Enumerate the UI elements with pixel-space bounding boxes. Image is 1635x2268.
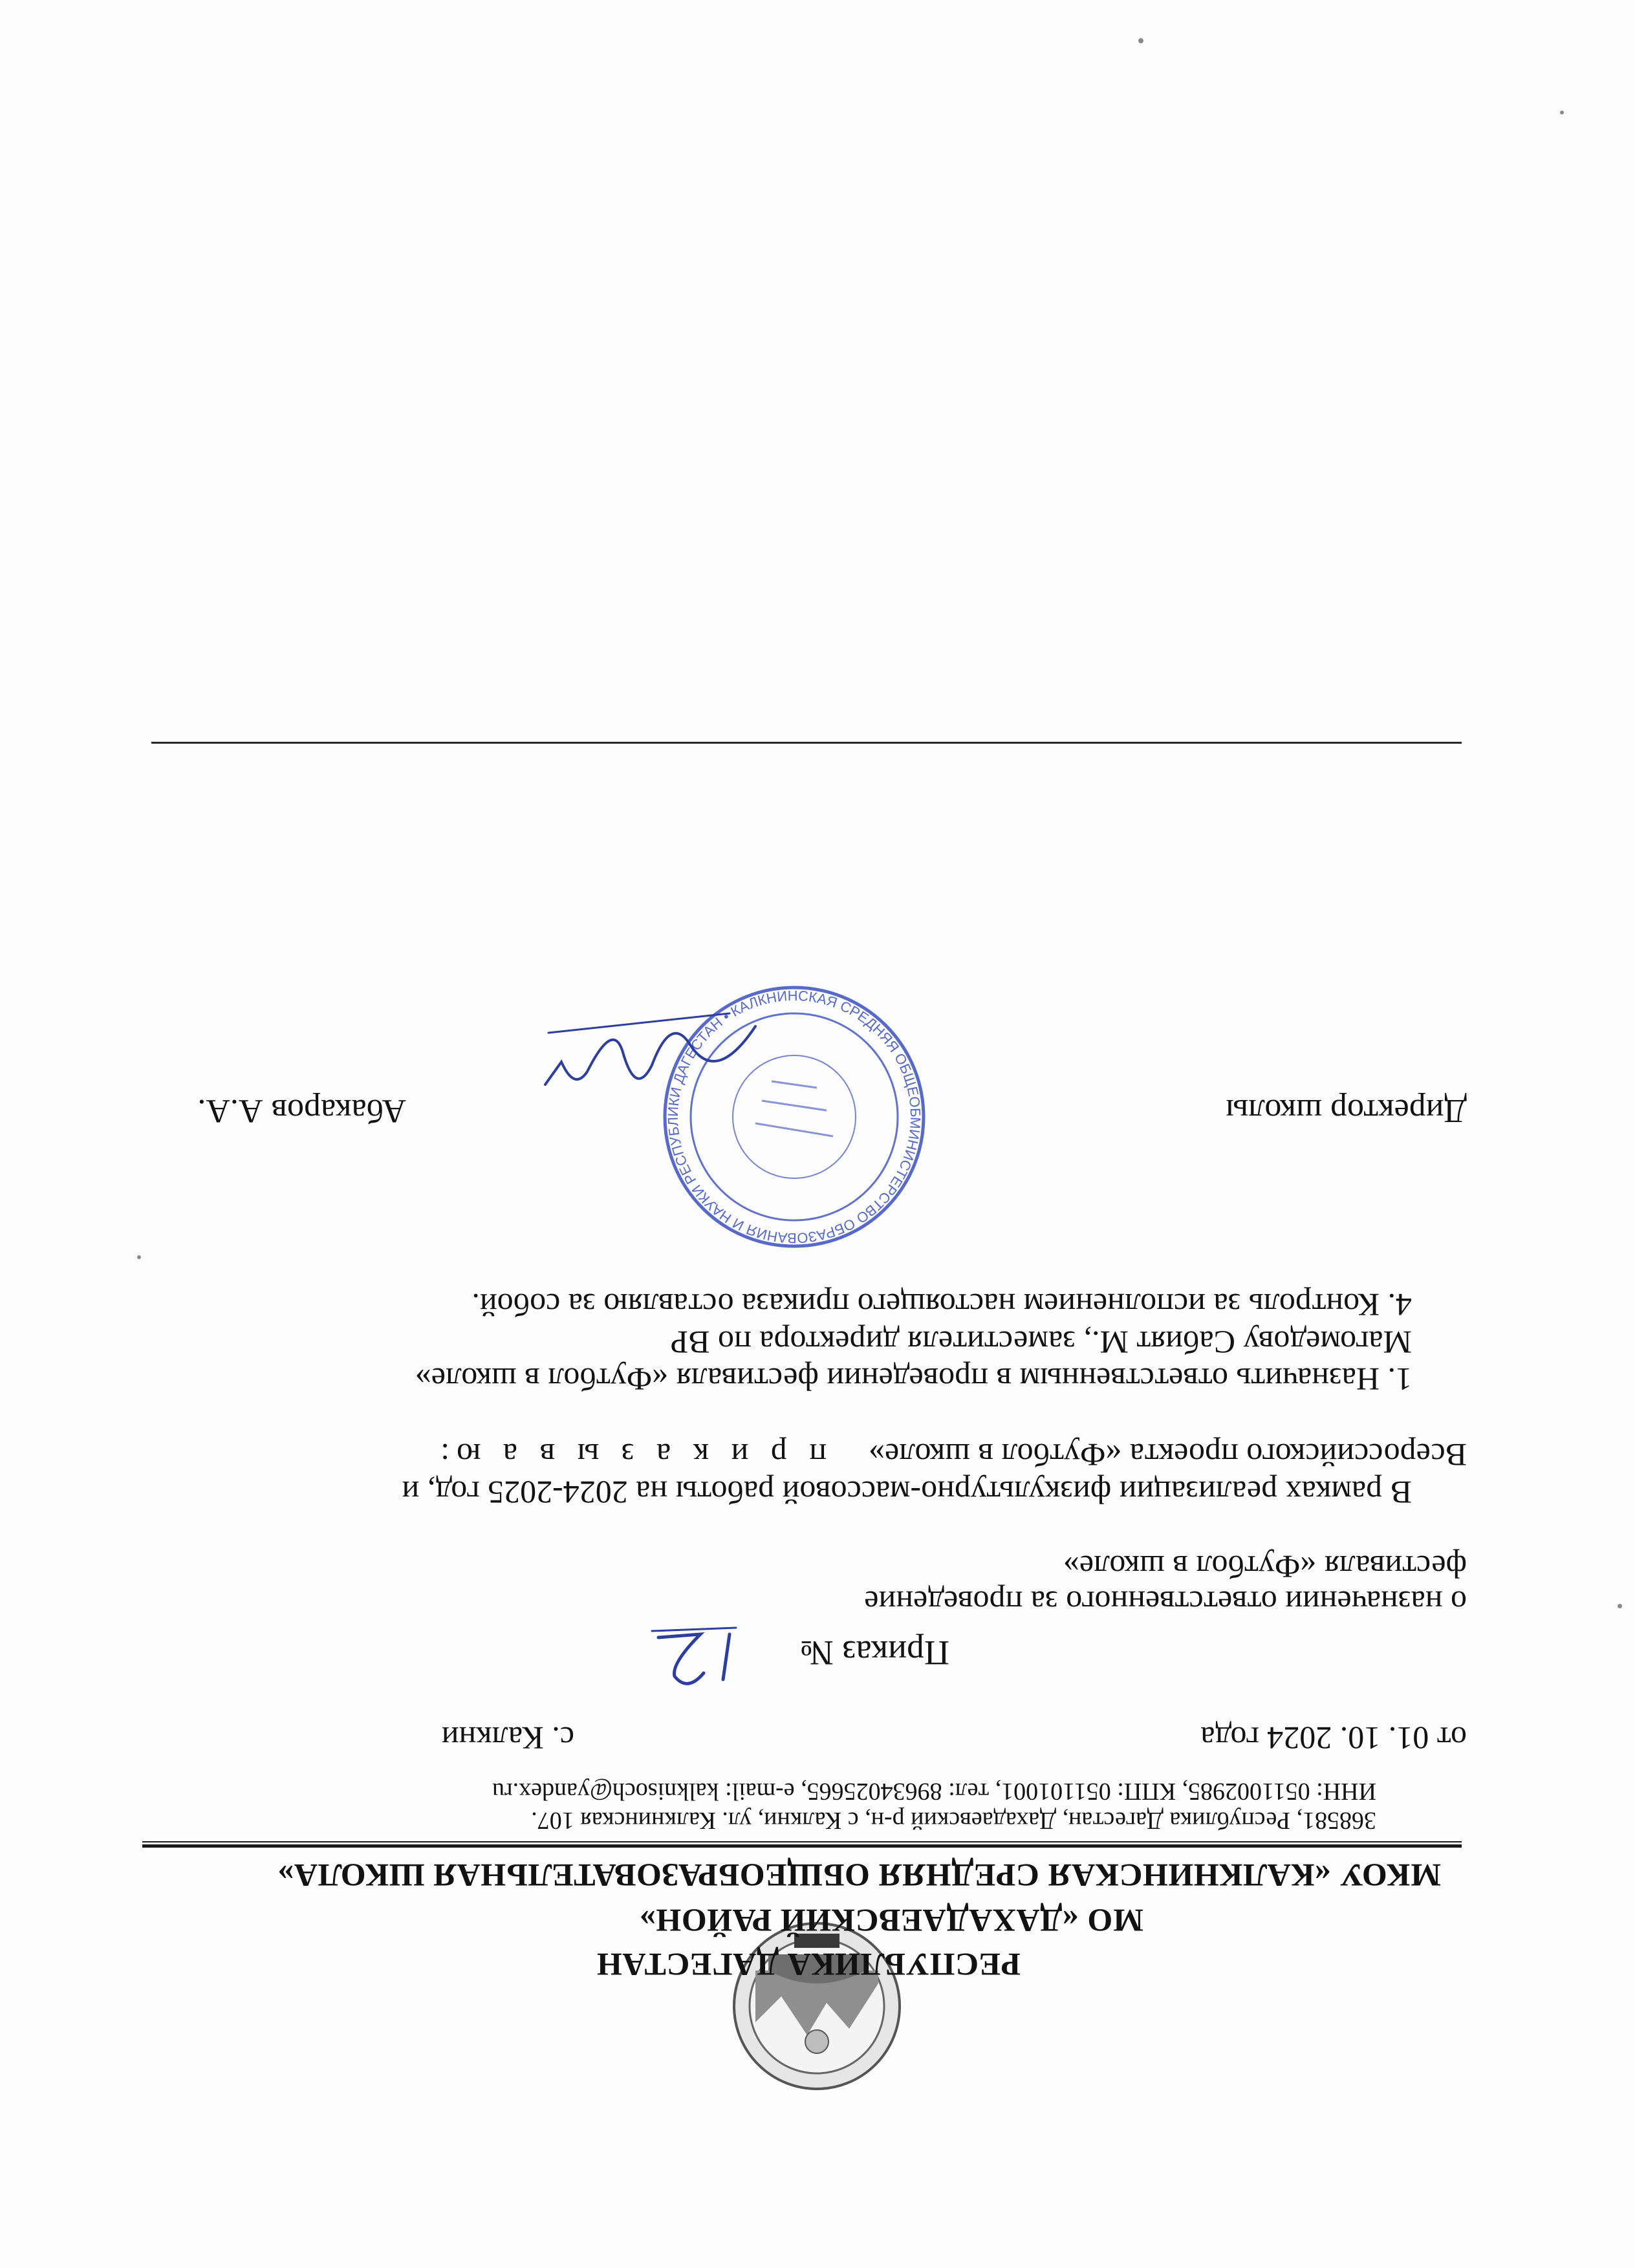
header-municipality: МО «ДАХАДАЕВСКИЙ РАЙОН» — [639, 1903, 1143, 1939]
order-item-1-line-1: 1. Назначить ответственным в проведении фестиваля «Футбол в школе» — [415, 1361, 1412, 1398]
signature-name: Абакаров А.А. — [197, 1092, 406, 1129]
scan-speck — [137, 1255, 141, 1259]
order-title: Приказ № — [800, 1634, 949, 1672]
district-emblem — [730, 1919, 904, 2093]
order-item-1-line-2: Магомедову Сабият М., заместителя директора по ВР — [670, 1324, 1412, 1361]
scan-speck — [1618, 1604, 1622, 1608]
header-republic: РЕСПУБЛИКА ДАГЕСТАН — [596, 1947, 1021, 1983]
order-place: с. Калкни — [441, 1720, 574, 1756]
director-signature — [536, 981, 768, 1123]
stamp-text: МИНИСТЕРСТВО ОБРАЗОВАНИЯ И НАУКИ РЕСПУБЛИКИ ДАГЕСТАН • КАЛКНИНСКАЯ СРЕДНЯЯ ОБЩЕОБ — [664, 987, 924, 1247]
preamble-line-1: В рамках реализации физкультурно-массовой работы на 2024-2025 год, и — [402, 1474, 1412, 1511]
school-address: 368581, Республика Дагестан, Дахадаевский р-н, с Калкни, ул. Калкнинская 107. — [531, 1807, 1376, 1834]
header-divider-thin — [142, 1841, 1462, 1842]
scan-speck — [1560, 111, 1564, 114]
district-coat-of-arms-icon — [730, 1919, 904, 2093]
order-subject-line-2: фестиваля «Футбол в школе» — [1063, 1549, 1467, 1585]
order-keyword: п р и к а з ы в а ю: — [433, 1437, 827, 1473]
signature-title: Директор школы — [1226, 1092, 1467, 1129]
scan-speck — [1138, 38, 1143, 43]
bottom-divider — [151, 742, 1462, 744]
header-school-name: МКОУ «КАЛКНИНСКАЯ СРЕДНЯЯ ОБЩЕОБРАЗОВАТЕЛЬНАЯ ШКОЛА» — [277, 1857, 1441, 1894]
order-subject-line-1: о назначении ответственного за проведение — [864, 1584, 1467, 1621]
school-contacts: ИНН: 0511002985, КПП: 051101001, тел: 89634025665, e-mail: kalknisoch@yandex.ru — [492, 1778, 1376, 1805]
order-item-4: 4. Контроль за исполнением настоящего приказа оставляю за собой. — [471, 1287, 1412, 1323]
header-divider — [142, 1844, 1462, 1848]
preamble-line-2: Всероссийского проекта «Футбол в школе» — [869, 1437, 1467, 1473]
order-number-handwritten — [639, 1621, 749, 1699]
order-date: от 01. 10. 2024 года — [1200, 1720, 1467, 1756]
